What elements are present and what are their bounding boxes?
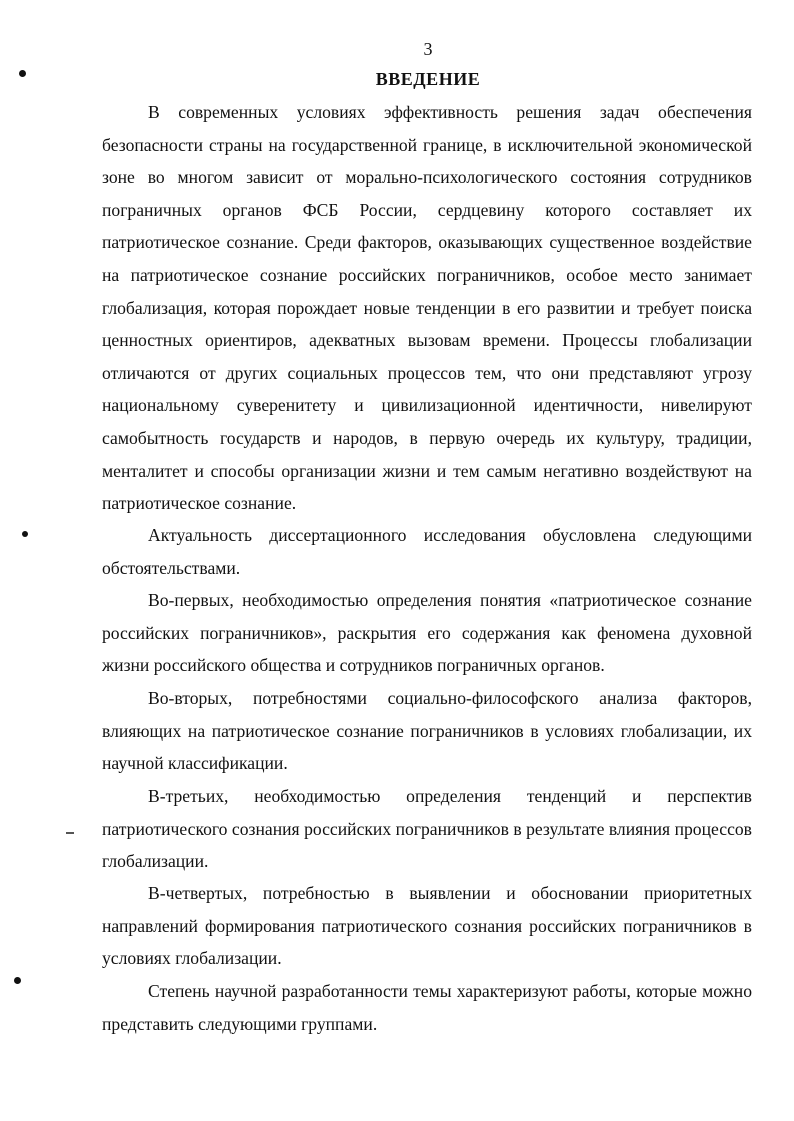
page-number: 3 bbox=[423, 39, 433, 59]
binder-hole-mark bbox=[22, 531, 28, 537]
paragraph-first: Во-первых, необходимостью определения понятия «патриотическое сознание российских пограничников», раскрытия его содержания как феномена духовной жизни российского общества и сотрудников пограничных органов. bbox=[102, 590, 752, 676]
paragraph-third: В-третьих, необходимостью определения тенденций и перспектив патриотического сознания российских пограничников в результате влияния процессов глобализации. bbox=[102, 786, 752, 872]
binder-hole-mark bbox=[14, 977, 21, 984]
scan-mark bbox=[66, 832, 74, 834]
paragraph-relevance: Актуальность диссертационного исследования обусловлена следующими обстоятельствами. bbox=[102, 525, 752, 578]
paragraph-intro: В современных условиях эффективность решения задач обеспечения безопасности страны на государственной границе, в исключительной экономической зоне во многом зависит от морально-психологического состояния сотрудников пограничных органов ФСБ России, сердцевину которого составляет их патриотическое сознание. Среди факторов, оказывающих существенное воздействие на патриотическое сознание российских пограничников, особое место занимает глобализация, которая порождает новые тенденции в его развитии и требует поиска ценностных ориентиров, адекватных вызовам времени. Процессы глобализации отличаются от других социальных процессов тем, что они представляют угрозу национальному суверенитету и цивилизационной идентичности, нивелируют самобытность государств и народов, в первую очередь их культуру, традиции, менталитет и способы организации жизни и тем самым негативно воздействуют на патриотическое сознание. bbox=[102, 102, 752, 514]
paragraph-fourth: В-четвертых, потребностью в выявлении и обосновании приоритетных направлений формирования патриотического сознания российских пограничников в условиях глобализации. bbox=[102, 883, 752, 969]
paragraph-second: Во-вторых, потребностями социально-философского анализа факторов, влияющих на патриотическое сознание пограничников в условиях глобализации, их научной классификации. bbox=[102, 688, 752, 774]
binder-hole-mark bbox=[19, 70, 26, 77]
section-heading: ВВЕДЕНИЕ bbox=[375, 69, 481, 89]
paragraph-degree: Степень научной разработанности темы характеризуют работы, которые можно представить следующими группами. bbox=[102, 981, 752, 1034]
